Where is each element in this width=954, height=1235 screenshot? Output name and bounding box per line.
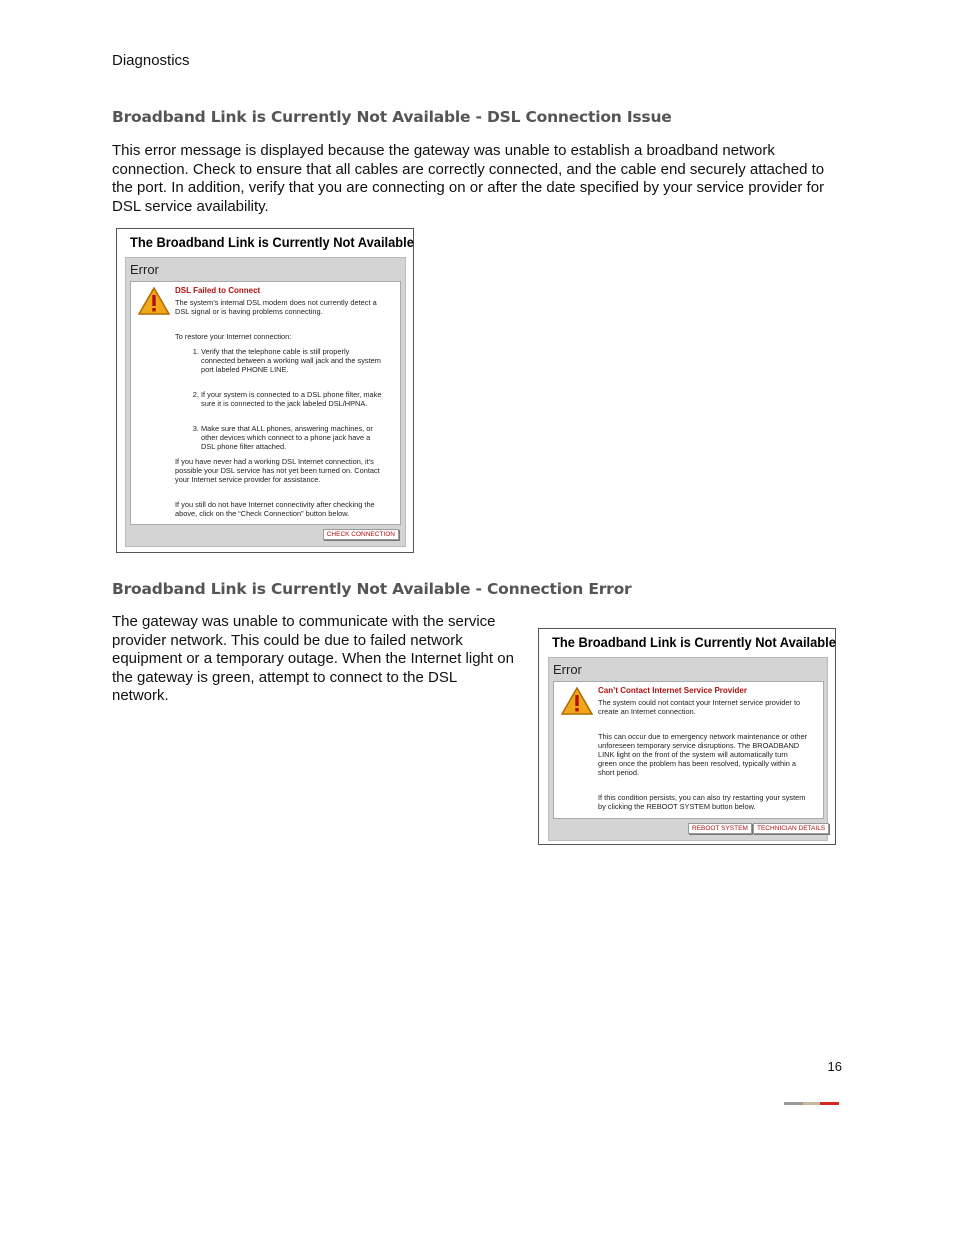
error-panel xyxy=(125,257,406,547)
dsl-error-screenshot xyxy=(116,228,414,553)
check-note: If you still do not have Internet connectivity after checking the above, click on the “Check Connection” button below. xyxy=(175,500,375,518)
technician-details-button[interactable]: TECHNICIAN DETAILS xyxy=(753,823,829,834)
screenshot-title: The Broadband Link is Currently Not Available xyxy=(130,234,414,250)
error-intro: The system’s internal DSL modem does not currently detect a DSL signal or is having problems connecting. xyxy=(175,298,377,316)
section-heading-dsl: Broadband Link is Currently Not Available - DSL Connection Issue xyxy=(112,108,672,126)
restore-step: 1. Verify that the telephone cable is still properly connected between a working wall jack and the system port labeled PHONE LINE. xyxy=(201,347,397,374)
error-message-box xyxy=(130,281,401,525)
error-message-content xyxy=(598,686,822,811)
connection-error-screenshot xyxy=(538,628,836,845)
restore-steps xyxy=(175,347,397,451)
footer-bar-segment xyxy=(803,1102,820,1105)
section-heading-connection-error: Broadband Link is Currently Not Available - Connection Error xyxy=(112,580,632,598)
error-panel-label: Error xyxy=(130,262,159,277)
restore-step: 2. If your system is connected to a DSL phone filter, make sure it is connected to the jack labeled DSL/HPNA. xyxy=(201,390,397,408)
service-note: If you have never had a working DSL Internet connection, it’s possible your DSL service has not yet been turned on. Contact your Internet service provider for assistance. xyxy=(175,457,380,484)
restore-label: To restore your Internet connection: xyxy=(175,332,292,341)
reboot-note: If this condition persists, you can also try restarting your system by clicking the REBOOT SYSTEM button below. xyxy=(598,793,806,811)
error-intro: The system could not contact your Internet service provider to create an Internet connection. xyxy=(598,698,801,716)
error-message-content xyxy=(175,286,397,518)
restore-step: 3. Make sure that ALL phones, answering machines, or other devices which connect to a phone jack have a DSL phone filter attached. xyxy=(201,424,397,451)
error-message-title: DSL Failed to Connect xyxy=(175,286,261,295)
error-message-title: Can’t Contact Internet Service Provider xyxy=(598,686,747,695)
page-number: 16 xyxy=(827,1059,842,1074)
running-header: Diagnostics xyxy=(112,52,190,69)
footer-bar-segment xyxy=(784,1102,803,1105)
error-message-box xyxy=(553,681,824,819)
footer-bar-segment xyxy=(820,1102,839,1105)
disruption-note: This can occur due to emergency network maintenance or other unforeseen temporary service disruptions. The BROADBAND LINK light on the front of the system will automatically turn green once the problem has been resolved, typically within a short period. xyxy=(598,732,808,777)
screenshot-title: The Broadband Link is Currently Not Available xyxy=(552,634,836,650)
section-paragraph-dsl: This error message is displayed because the gateway was unable to establish a broadband network connection. Check to ensure that all cables are correctly connected, and the cable end securely attached to the port. In addition, verify that you are connecting on or after the date specified by your service provider for DSL service availability. xyxy=(112,142,825,215)
reboot-system-button[interactable]: REBOOT SYSTEM xyxy=(688,823,752,834)
warning-triangle-icon xyxy=(561,687,593,715)
section-paragraph-connection-error: The gateway was unable to communicate with the service provider network. This could be due to failed network equipment or a temporary outage. When the Internet light on the gateway is green, attempt to connect to the DSL network. xyxy=(112,613,514,704)
error-panel xyxy=(548,657,828,841)
warning-triangle-icon xyxy=(138,287,170,315)
error-panel-label: Error xyxy=(553,662,582,677)
check-connection-button[interactable]: CHECK CONNECTION xyxy=(323,529,399,540)
